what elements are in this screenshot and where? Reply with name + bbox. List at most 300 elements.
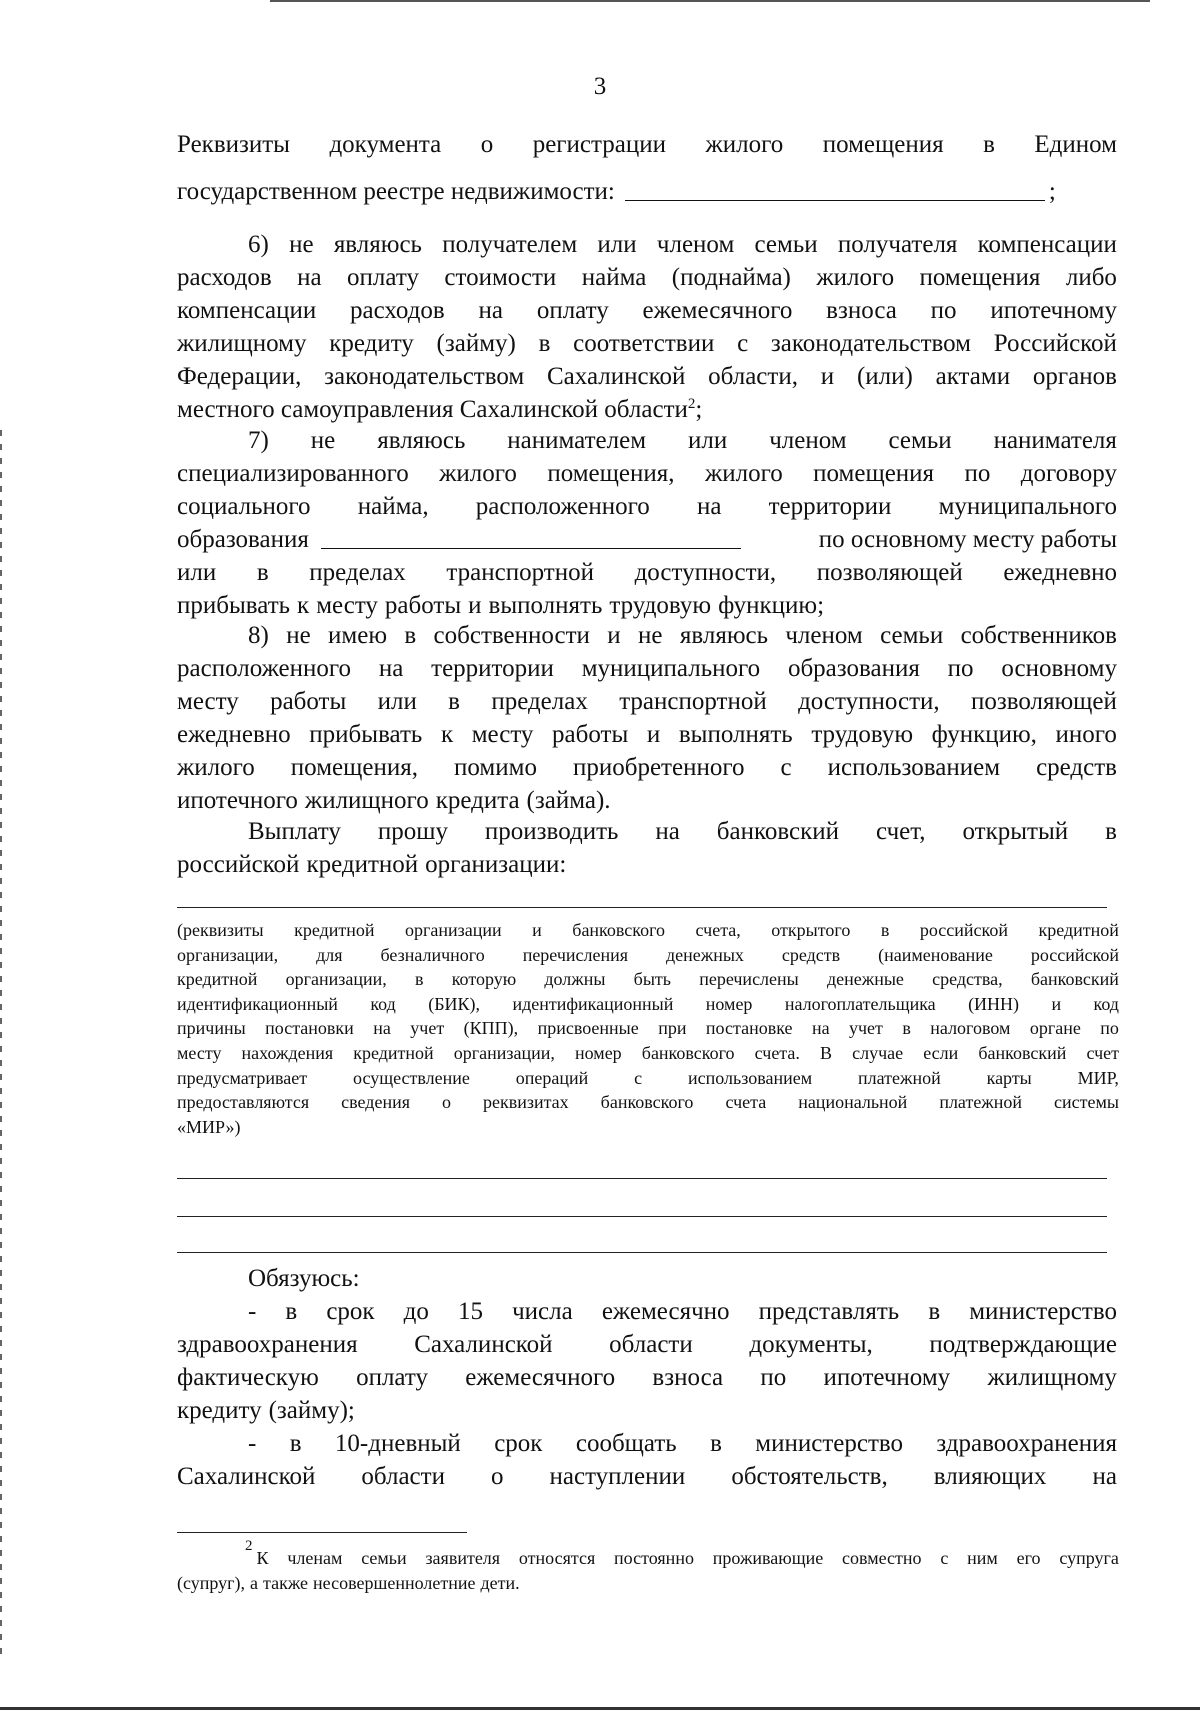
word: срок	[494, 1430, 543, 1457]
word: нахождения	[241, 1042, 334, 1063]
note-line	[177, 967, 1119, 992]
word: в	[902, 1018, 911, 1039]
word: собственников	[960, 622, 1117, 649]
word: пределах	[309, 559, 406, 586]
word: не	[310, 427, 336, 454]
paragraph-item-6	[177, 228, 1117, 426]
word: расходов	[177, 264, 272, 291]
word: на	[811, 1018, 830, 1039]
word: к	[297, 592, 310, 619]
word: подтверждающие	[929, 1331, 1117, 1358]
word: семьи	[361, 1548, 407, 1568]
word: предусматривает	[177, 1067, 308, 1088]
word: специализированного	[177, 460, 409, 487]
word: являюсь	[679, 622, 768, 649]
word: кредиту	[329, 330, 414, 357]
bank-details-fill-line-3[interactable]	[177, 1252, 1107, 1253]
word: организации	[405, 920, 502, 940]
word: наступлении	[549, 1463, 686, 1490]
note-line	[177, 992, 1119, 1017]
word: на	[373, 1018, 391, 1039]
word: счета.	[754, 1042, 800, 1063]
word: -	[248, 1298, 257, 1325]
word: не	[286, 622, 311, 649]
word: счета	[725, 1092, 767, 1113]
word: стоимости	[444, 264, 557, 291]
word: присвоенные	[537, 1018, 639, 1039]
word: постоянно	[614, 1548, 694, 1568]
word: области,	[708, 363, 798, 390]
word: помещения,	[290, 754, 418, 781]
text-line	[177, 1460, 1117, 1493]
text-line	[177, 751, 1117, 784]
word: семьи	[880, 622, 944, 649]
text-line	[177, 175, 1117, 208]
word: открытого	[771, 920, 851, 940]
word: договору	[1020, 460, 1117, 487]
word: транспортной	[619, 688, 767, 715]
word: и	[468, 592, 482, 619]
word: организации,	[285, 969, 387, 990]
word: влияющих	[933, 1463, 1047, 1490]
word: собственности	[433, 622, 590, 649]
text-line-last	[177, 393, 1117, 426]
word: органов	[1032, 363, 1117, 390]
registry-end-punct: ;	[1048, 178, 1056, 205]
word: налогоплательщика	[784, 993, 936, 1014]
footnote-first-line	[257, 1546, 1120, 1571]
word: осуществление	[353, 1067, 470, 1088]
scan-edge-top	[270, 0, 1150, 2]
word: документа	[329, 131, 442, 158]
word: ипотечного	[177, 787, 298, 814]
text-line	[177, 1295, 1117, 1328]
word: налоговом	[930, 1018, 1011, 1039]
word: найма,	[357, 493, 429, 520]
word: реквизитах	[482, 1092, 569, 1113]
word: Российской	[993, 330, 1117, 357]
word: причины	[177, 1018, 246, 1039]
word: банковский	[978, 1042, 1067, 1063]
word: месту	[471, 721, 534, 748]
word: фактическую	[177, 1364, 319, 1391]
paragraph-registry-requisites	[177, 128, 1117, 208]
text-line-with-blank	[177, 523, 1117, 556]
text-line	[177, 1328, 1117, 1361]
word: с	[940, 1548, 949, 1568]
word: по	[964, 460, 991, 487]
word: компенсации	[177, 297, 317, 324]
word: в	[289, 1430, 302, 1457]
word: ежедневно	[177, 721, 291, 748]
word: прошу	[377, 818, 448, 845]
municipality-tail: по основному месту работы	[818, 526, 1117, 553]
word: в	[256, 559, 269, 586]
word: кредитной	[294, 920, 375, 940]
word: на	[297, 264, 322, 291]
word: выполнять	[678, 721, 793, 748]
word: социального	[177, 493, 311, 520]
word: числа	[512, 1298, 573, 1325]
word: денежных	[666, 944, 744, 965]
word: национальной	[798, 1092, 908, 1113]
word: доступности,	[634, 559, 777, 586]
word: взноса	[826, 297, 897, 324]
word: по	[930, 297, 957, 324]
word: о	[490, 1463, 504, 1490]
word: учет	[849, 1018, 883, 1039]
word: (займу)	[436, 330, 516, 357]
word: постановке	[705, 1018, 793, 1039]
word: ежемесячного	[642, 297, 793, 324]
word: кредитной	[353, 1042, 434, 1063]
bank-details-note	[177, 918, 1119, 1139]
word: министерство	[969, 1298, 1117, 1325]
word: месту	[177, 688, 239, 715]
word: жилого	[704, 460, 783, 487]
word: платежной	[939, 1092, 1023, 1113]
word: 10-дневный	[334, 1430, 461, 1457]
word: по	[1100, 1018, 1119, 1039]
word: предоставляются	[177, 1092, 310, 1113]
text-line	[177, 457, 1117, 490]
word: законодательством	[770, 330, 971, 357]
word: оплату	[356, 1364, 428, 1391]
word: заявителя	[425, 1548, 501, 1568]
word: помимо	[454, 754, 537, 781]
bank-details-input-line[interactable]	[177, 907, 1107, 908]
word: на	[478, 297, 504, 324]
word: функцию,	[931, 721, 1037, 748]
word: с	[737, 330, 749, 357]
word: Федерации,	[177, 363, 302, 390]
text-line	[177, 1361, 1117, 1394]
word: Выплату	[248, 818, 341, 845]
word: 15	[458, 1298, 483, 1325]
word: доступности,	[798, 688, 940, 715]
word: (наименование	[878, 944, 993, 965]
word: производить	[484, 818, 619, 845]
footnote-line-last	[177, 1571, 1119, 1596]
note-line	[177, 918, 1119, 943]
word: найма	[581, 264, 647, 291]
word: средства,	[932, 969, 1003, 990]
word: работы	[270, 688, 347, 715]
word: оплату	[347, 264, 419, 291]
word: в	[448, 688, 460, 715]
word: кредитной	[177, 969, 258, 990]
word: в	[880, 920, 890, 940]
word: являюсь	[333, 231, 422, 258]
word: области	[609, 1331, 693, 1358]
word: карты	[986, 1067, 1032, 1088]
word: по	[760, 1364, 787, 1391]
word: в	[285, 1298, 298, 1325]
text-line	[177, 490, 1117, 523]
word: по	[947, 655, 974, 682]
word: денежные	[826, 969, 904, 990]
word: месту	[177, 1042, 222, 1063]
word: помещения,	[547, 460, 675, 487]
text-line-last	[177, 589, 1117, 622]
word: образования	[787, 655, 920, 682]
word: использованием	[688, 1067, 813, 1088]
word: в	[710, 1430, 722, 1457]
word: членом	[656, 231, 735, 258]
word: Едином	[1034, 131, 1117, 158]
text-line	[177, 228, 1117, 261]
word: жилого	[705, 131, 784, 158]
word: имею	[328, 622, 388, 649]
text-line-last	[177, 1394, 1117, 1427]
word: месту	[316, 592, 378, 619]
word: представлять	[758, 1298, 900, 1325]
word: счета,	[695, 920, 741, 940]
word: иного	[1055, 721, 1117, 748]
word: здравоохранения	[936, 1430, 1117, 1457]
word: банковского	[572, 920, 666, 940]
word: с	[780, 754, 792, 781]
registry-label: государственном реестре недвижимости:	[177, 178, 615, 205]
word: транспортной	[446, 559, 594, 586]
word: не	[289, 231, 314, 258]
word: МИР,	[1077, 1067, 1119, 1088]
word: код	[1093, 993, 1119, 1014]
word: российской	[177, 851, 300, 878]
word: помещения	[813, 460, 935, 487]
word: совместно	[842, 1548, 922, 1568]
scan-edge-left	[0, 430, 2, 1660]
word: учет	[410, 1018, 445, 1039]
word: банковский	[1030, 969, 1119, 990]
word: жилого	[177, 754, 255, 781]
obligations-heading-text: Обязуюсь:	[248, 1265, 360, 1292]
word: случае	[852, 1042, 904, 1063]
word: семьи	[754, 231, 818, 258]
word: жилищного	[304, 787, 429, 814]
paragraph-item-7	[177, 424, 1117, 622]
word: работы	[384, 592, 462, 619]
word: открытый	[962, 818, 1069, 845]
word: на	[655, 818, 680, 845]
text-line	[177, 261, 1117, 294]
word: с	[634, 1067, 643, 1088]
word: (КПП),	[463, 1018, 519, 1039]
word: также	[263, 1572, 309, 1593]
footnote-line	[177, 1538, 1119, 1571]
word: актами	[935, 363, 1011, 390]
word: соответствии	[573, 330, 715, 357]
word: в	[928, 1298, 941, 1325]
word: ежемесячно	[601, 1298, 730, 1325]
word: (займу);	[268, 1397, 355, 1424]
word: оплату	[536, 297, 609, 324]
word: в	[983, 131, 995, 158]
word: 8)	[248, 622, 269, 649]
word: Сахалинской	[547, 363, 686, 390]
text-line	[177, 685, 1117, 718]
word: номер	[575, 1042, 622, 1063]
word: или	[177, 559, 217, 586]
word: дети.	[480, 1572, 520, 1593]
word: о	[441, 1092, 451, 1113]
word: для	[316, 944, 343, 965]
word: в	[404, 622, 417, 649]
word: идентификационный	[512, 993, 674, 1014]
word: средств	[1036, 754, 1117, 781]
word: до	[403, 1298, 429, 1325]
word: (поднайма)	[671, 264, 791, 291]
text-line-last	[177, 784, 1117, 817]
obligations-section	[177, 1262, 1117, 1493]
word: ежедневно	[1003, 559, 1117, 586]
word: жилищному	[987, 1364, 1117, 1391]
word: на	[696, 493, 722, 520]
text-line-last	[177, 848, 1117, 881]
note-line	[177, 1066, 1119, 1091]
word: В	[819, 1042, 832, 1063]
text-line	[177, 652, 1117, 685]
word: кредитной	[306, 851, 419, 878]
word: сведения	[341, 1092, 410, 1113]
word: членом	[769, 427, 847, 454]
word: использованием	[827, 754, 1001, 781]
word: постановки	[265, 1018, 354, 1039]
word: проживающие	[712, 1548, 824, 1568]
word: платежной	[858, 1067, 941, 1088]
municipality-input-line[interactable]	[321, 523, 741, 549]
word: быть	[633, 969, 671, 990]
word: позволяющей	[816, 559, 963, 586]
word: или	[377, 688, 417, 715]
word: не	[638, 622, 663, 649]
word: кредита	[435, 787, 520, 814]
word: банковского	[641, 1042, 735, 1063]
note-line	[177, 1016, 1119, 1041]
word: позволяющей	[970, 688, 1117, 715]
word: помещения	[822, 131, 944, 158]
word: нанимателя	[993, 427, 1117, 454]
text-line	[177, 424, 1117, 457]
word: 6)	[248, 231, 269, 258]
word: в	[415, 969, 424, 990]
bank-details-fill-line-1[interactable]	[177, 1178, 1107, 1179]
word: кредитной	[1038, 920, 1119, 940]
word: помещения	[919, 264, 1041, 291]
word: и	[532, 920, 542, 940]
word: нанимателем	[507, 427, 647, 454]
text-line	[177, 556, 1117, 589]
word: здравоохранения	[177, 1331, 358, 1358]
word: прибывать	[309, 721, 423, 748]
word: организации,	[453, 1042, 555, 1063]
word: (займа).	[526, 787, 611, 814]
obligations-heading	[177, 1262, 1117, 1295]
word: пределах	[491, 688, 588, 715]
bank-details-fill-line-2[interactable]	[177, 1216, 1107, 1217]
word: муниципального	[581, 655, 761, 682]
word: которую	[451, 969, 517, 990]
word: перечислены	[699, 969, 799, 990]
word: его	[1016, 1548, 1041, 1568]
word: (ИНН)	[968, 993, 1020, 1014]
word: обстоятельств,	[731, 1463, 888, 1490]
text-line	[177, 1427, 1117, 1460]
word: организации,	[177, 944, 279, 965]
word: а	[250, 1572, 259, 1593]
word: расходов	[350, 297, 445, 324]
word: жилого	[439, 460, 517, 487]
word: (БИК),	[428, 993, 481, 1014]
paragraph-item-8	[177, 619, 1117, 817]
word: расположенного	[475, 493, 650, 520]
paragraph-payment	[177, 815, 1117, 881]
note-line-last	[177, 1115, 1119, 1140]
word: ежемесячного	[465, 1364, 616, 1391]
word: ипотечному	[990, 297, 1117, 324]
word: взноса	[652, 1364, 724, 1391]
word: (супруг),	[177, 1572, 246, 1593]
text-run: местного самоуправления Сахалинской области$^2$;	[177, 396, 703, 423]
word: супруга	[1059, 1548, 1119, 1568]
word: являюсь	[377, 427, 466, 454]
note-line	[177, 1090, 1119, 1115]
word: к	[440, 721, 454, 748]
word: и	[1051, 993, 1062, 1014]
word: код	[370, 993, 396, 1014]
word: выполнять	[488, 592, 603, 619]
word: операций	[515, 1067, 589, 1088]
word: муниципального	[938, 493, 1117, 520]
word: в	[538, 330, 551, 357]
page-number: 3	[593, 73, 607, 100]
word: членом	[785, 622, 863, 649]
word: трудовую	[811, 721, 914, 748]
word: несовершеннолетние	[313, 1572, 476, 1593]
word: номер	[705, 993, 753, 1014]
word: безналичного	[380, 944, 485, 965]
word: на	[1092, 1463, 1117, 1490]
word: и	[646, 721, 661, 748]
word: Сахалинской	[177, 1463, 316, 1490]
word: и	[607, 622, 621, 649]
word: регистрации	[532, 131, 666, 158]
word: при	[658, 1018, 687, 1039]
text-line	[177, 294, 1117, 327]
text-line	[177, 815, 1117, 848]
word: идентификационный	[177, 993, 338, 1014]
word: получателем	[442, 231, 578, 258]
word: «МИР»)	[177, 1116, 241, 1137]
word: Сахалинской	[414, 1331, 553, 1358]
note-line	[177, 943, 1119, 968]
word: основному	[1001, 655, 1117, 682]
word: области	[361, 1463, 445, 1490]
word: либо	[1065, 264, 1117, 291]
word: и	[820, 363, 835, 390]
registry-input-line[interactable]	[625, 175, 1045, 201]
word: компенсации	[977, 231, 1117, 258]
text-line	[177, 327, 1117, 360]
word: семьи	[888, 427, 952, 454]
word: ипотечному	[823, 1364, 951, 1391]
word: банковского	[600, 1092, 694, 1113]
word: счет	[1086, 1042, 1119, 1063]
word: банковский	[716, 818, 840, 845]
word: функцию;	[718, 592, 825, 619]
word: или	[688, 427, 728, 454]
word: органе	[1029, 1018, 1081, 1039]
